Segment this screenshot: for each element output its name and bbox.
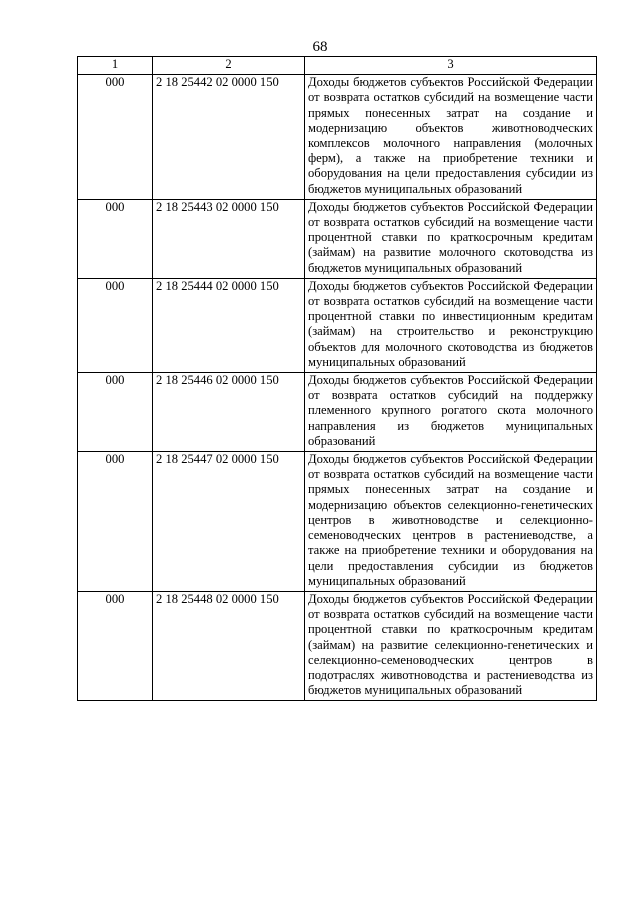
description-cell: Доходы бюджетов субъектов Российской Федерации от возврата остатков субсидий на возмещение части прямых понесенных затрат на создание и модернизацию объектов селекционно-генетических центров в животноводстве и селекционно-семеноводческих центров в растениеводстве, а также на приобретение техники и оборудования на цели предоставления субсидии из бюджетов муниципальных образований (305, 452, 597, 592)
admin-code-cell: 000 (78, 591, 153, 700)
column-header-1: 1 (78, 57, 153, 75)
description-cell: Доходы бюджетов субъектов Российской Федерации от возврата остатков субсидий на возмещение части процентной ставки по инвестиционным кредитам (займам) на строительство и реконструкцию объектов для молочного скотоводства из бюджетов муниципальных образований (305, 278, 597, 372)
admin-code-cell: 000 (78, 199, 153, 278)
table-row (78, 373, 597, 452)
admin-code-cell: 000 (78, 452, 153, 592)
budget-code-cell: 2 18 25447 02 0000 150 (153, 452, 305, 592)
admin-code-cell: 000 (78, 75, 153, 200)
table-row (78, 199, 597, 278)
budget-code-cell: 2 18 25446 02 0000 150 (153, 373, 305, 452)
table-row (78, 75, 597, 200)
admin-code-cell: 000 (78, 373, 153, 452)
description-cell: Доходы бюджетов субъектов Российской Федерации от возврата остатков субсидий на возмещение части прямых понесенных затрат на создание и модернизацию объектов животноводческих комплексов молочного направления (молочных ферм), а также на приобретение техники и оборудования на цели предоставления субсидии из бюджетов муниципальных образований (305, 75, 597, 200)
budget-code-cell: 2 18 25444 02 0000 150 (153, 278, 305, 372)
description-cell: Доходы бюджетов субъектов Российской Федерации от возврата остатков субсидий на возмещение части процентной ставки по краткосрочным кредитам (займам) на развитие молочного скотоводства из бюджетов муниципальных образований (305, 199, 597, 278)
page-number: 68 (312, 39, 328, 55)
budget-income-table (77, 56, 597, 701)
budget-code-cell: 2 18 25442 02 0000 150 (153, 75, 305, 200)
column-header-2: 2 (153, 57, 305, 75)
column-header-3: 3 (305, 57, 597, 75)
table-row (78, 278, 597, 372)
table-header-row (78, 57, 597, 75)
description-cell: Доходы бюджетов субъектов Российской Федерации от возврата остатков субсидий на возмещение части процентной ставки по краткосрочным кредитам (займам) на развитие селекционно-генетических и селекционно-семеноводческих центров в подотраслях животноводства и растениеводства из бюджетов муниципальных образований (305, 591, 597, 700)
budget-code-cell: 2 18 25448 02 0000 150 (153, 591, 305, 700)
admin-code-cell: 000 (78, 278, 153, 372)
budget-code-cell: 2 18 25443 02 0000 150 (153, 199, 305, 278)
description-cell: Доходы бюджетов субъектов Российской Федерации от возврата остатков субсидий на поддержку племенного крупного рогатого скота молочного направления из бюджетов муниципальных образований (305, 373, 597, 452)
table-row (78, 591, 597, 700)
table-row (78, 452, 597, 592)
